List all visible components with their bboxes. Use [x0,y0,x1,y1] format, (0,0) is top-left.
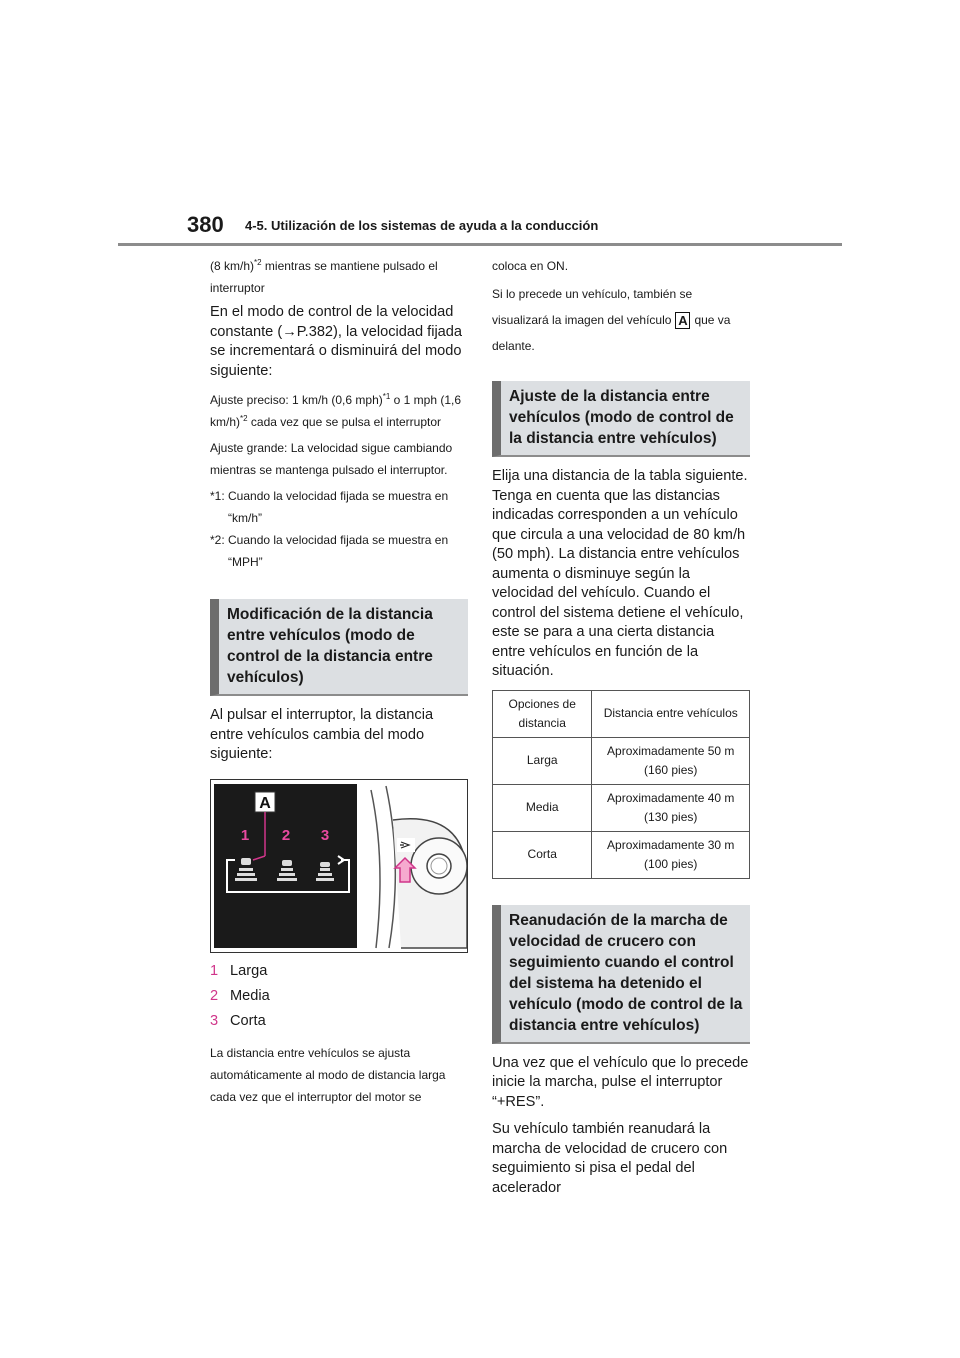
list-item: 1 Larga [210,962,268,979]
table-cell: Aproximadamente 30 m (100 pies) [592,831,750,878]
paragraph-resume-accelerator: Su vehículo también reanudará la marcha de velocidad de crucero con seguimiento si pisa el pedal del acelerador [492,1121,728,1196]
footnote-1: *1: Cuando la velocidad fijada se muestra en “km/h” [210,489,449,525]
mode-number-3: 3 [320,826,330,844]
paragraph-distance-table-intro: Elija una distancia de la tabla siguiente. Tenga en cuenta que las distancias indicadas corresponden a un vehículo que circula a una velocidad de 80 km/h (50 mph). La distancia entre vehículos aumenta o disminuye según la velocidad del vehículo. Cuando el control del sistema detiene el vehículo, este se para a una cierta distancia entre vehículos en función de la situación. [492,468,748,679]
table-cell: Aproximadamente 40 m (130 pies) [592,784,750,831]
table-header: Distancia entre vehículos [592,690,750,737]
header-divider [118,243,842,246]
distance-table [492,690,750,879]
paragraph-engine-on: coloca en ON. [492,259,569,273]
table-cell: Media [493,784,592,831]
page-number: 380 [187,212,224,237]
paragraph-resume-res: Una vez que el vehículo que lo precede inicie la marcha, pulse el interruptor “+RES”. [492,1054,749,1110]
table-row [493,737,750,784]
distance-mode-figure [210,779,468,953]
table-cell: Larga [493,737,592,784]
paragraph-distance-change: Al pulsar el interruptor, la distancia entre vehículos cambia del modo siguiente: [210,707,434,762]
paragraph-speed-hold: (8 km/h)$^{*2}$ mientras se mantiene pulsado el interruptor [210,258,438,295]
paragraph-coarse-adjust: Ajuste grande: La velocidad sigue cambiando mientras se mantenga pulsado el interruptor. [210,441,453,477]
paragraph-constant-speed: En el modo de control de la velocidad constante (→P.382), la velocidad fijada se incrementará o disminuirá del modo siguiente: [210,304,463,379]
table-cell: Aproximadamente 50 m (160 pies) [592,737,750,784]
chapter-title: 4-5. Utilización de los sistemas de ayuda a la conducción [245,218,599,233]
right-column [492,255,750,1206]
paragraph-auto-reset: La distancia entre vehículos se ajusta automáticamente al modo de distancia larga cada vez que el interruptor del motor se [210,1045,446,1104]
table-cell: Corta [493,831,592,878]
mode-number-2: 2 [281,826,291,844]
footnote-2: *2: Cuando la velocidad fijada se muestra en “MPH” [210,533,449,569]
list-item: 3 Corta [210,1012,266,1029]
section-heading-distance-adjust: Ajuste de la distancia entre vehículos (modo de control de la distancia entre vehículos) [492,381,750,457]
list-item: 2 Media [210,987,270,1004]
mode-number-1: 1 [240,826,250,844]
callout-tag-a: A [259,794,271,812]
distance-mode-list [210,959,468,1034]
section-heading-resume: Reanudación de la marcha de velocidad de crucero con seguimiento cuando el control del sistema ha detenido el vehículo (modo de control de la distancia entre vehículos) [492,905,750,1044]
paragraph-fine-adjust: Ajuste preciso: 1 km/h (0,6 mph)$^{*1}$ o 1 mph (1,6 km/h)$^{*2}$ cada vez que se pulsa el interruptor [210,392,462,429]
table-header: Opciones de distancia [493,690,592,737]
table-row [493,784,750,831]
paragraph-lead-vehicle: Si lo precede un vehículo, también se visualizará la imagen del vehículo A que va delante. [492,287,731,353]
section-heading-distance-change: Modificación de la distancia entre vehículos (modo de control de la distancia entre vehículos) [210,599,468,696]
left-column [210,255,468,1112]
table-header-row [493,690,750,737]
distance-mode-illustration [211,780,467,952]
table-row [493,831,750,878]
callout-tag-a: A [675,312,690,329]
